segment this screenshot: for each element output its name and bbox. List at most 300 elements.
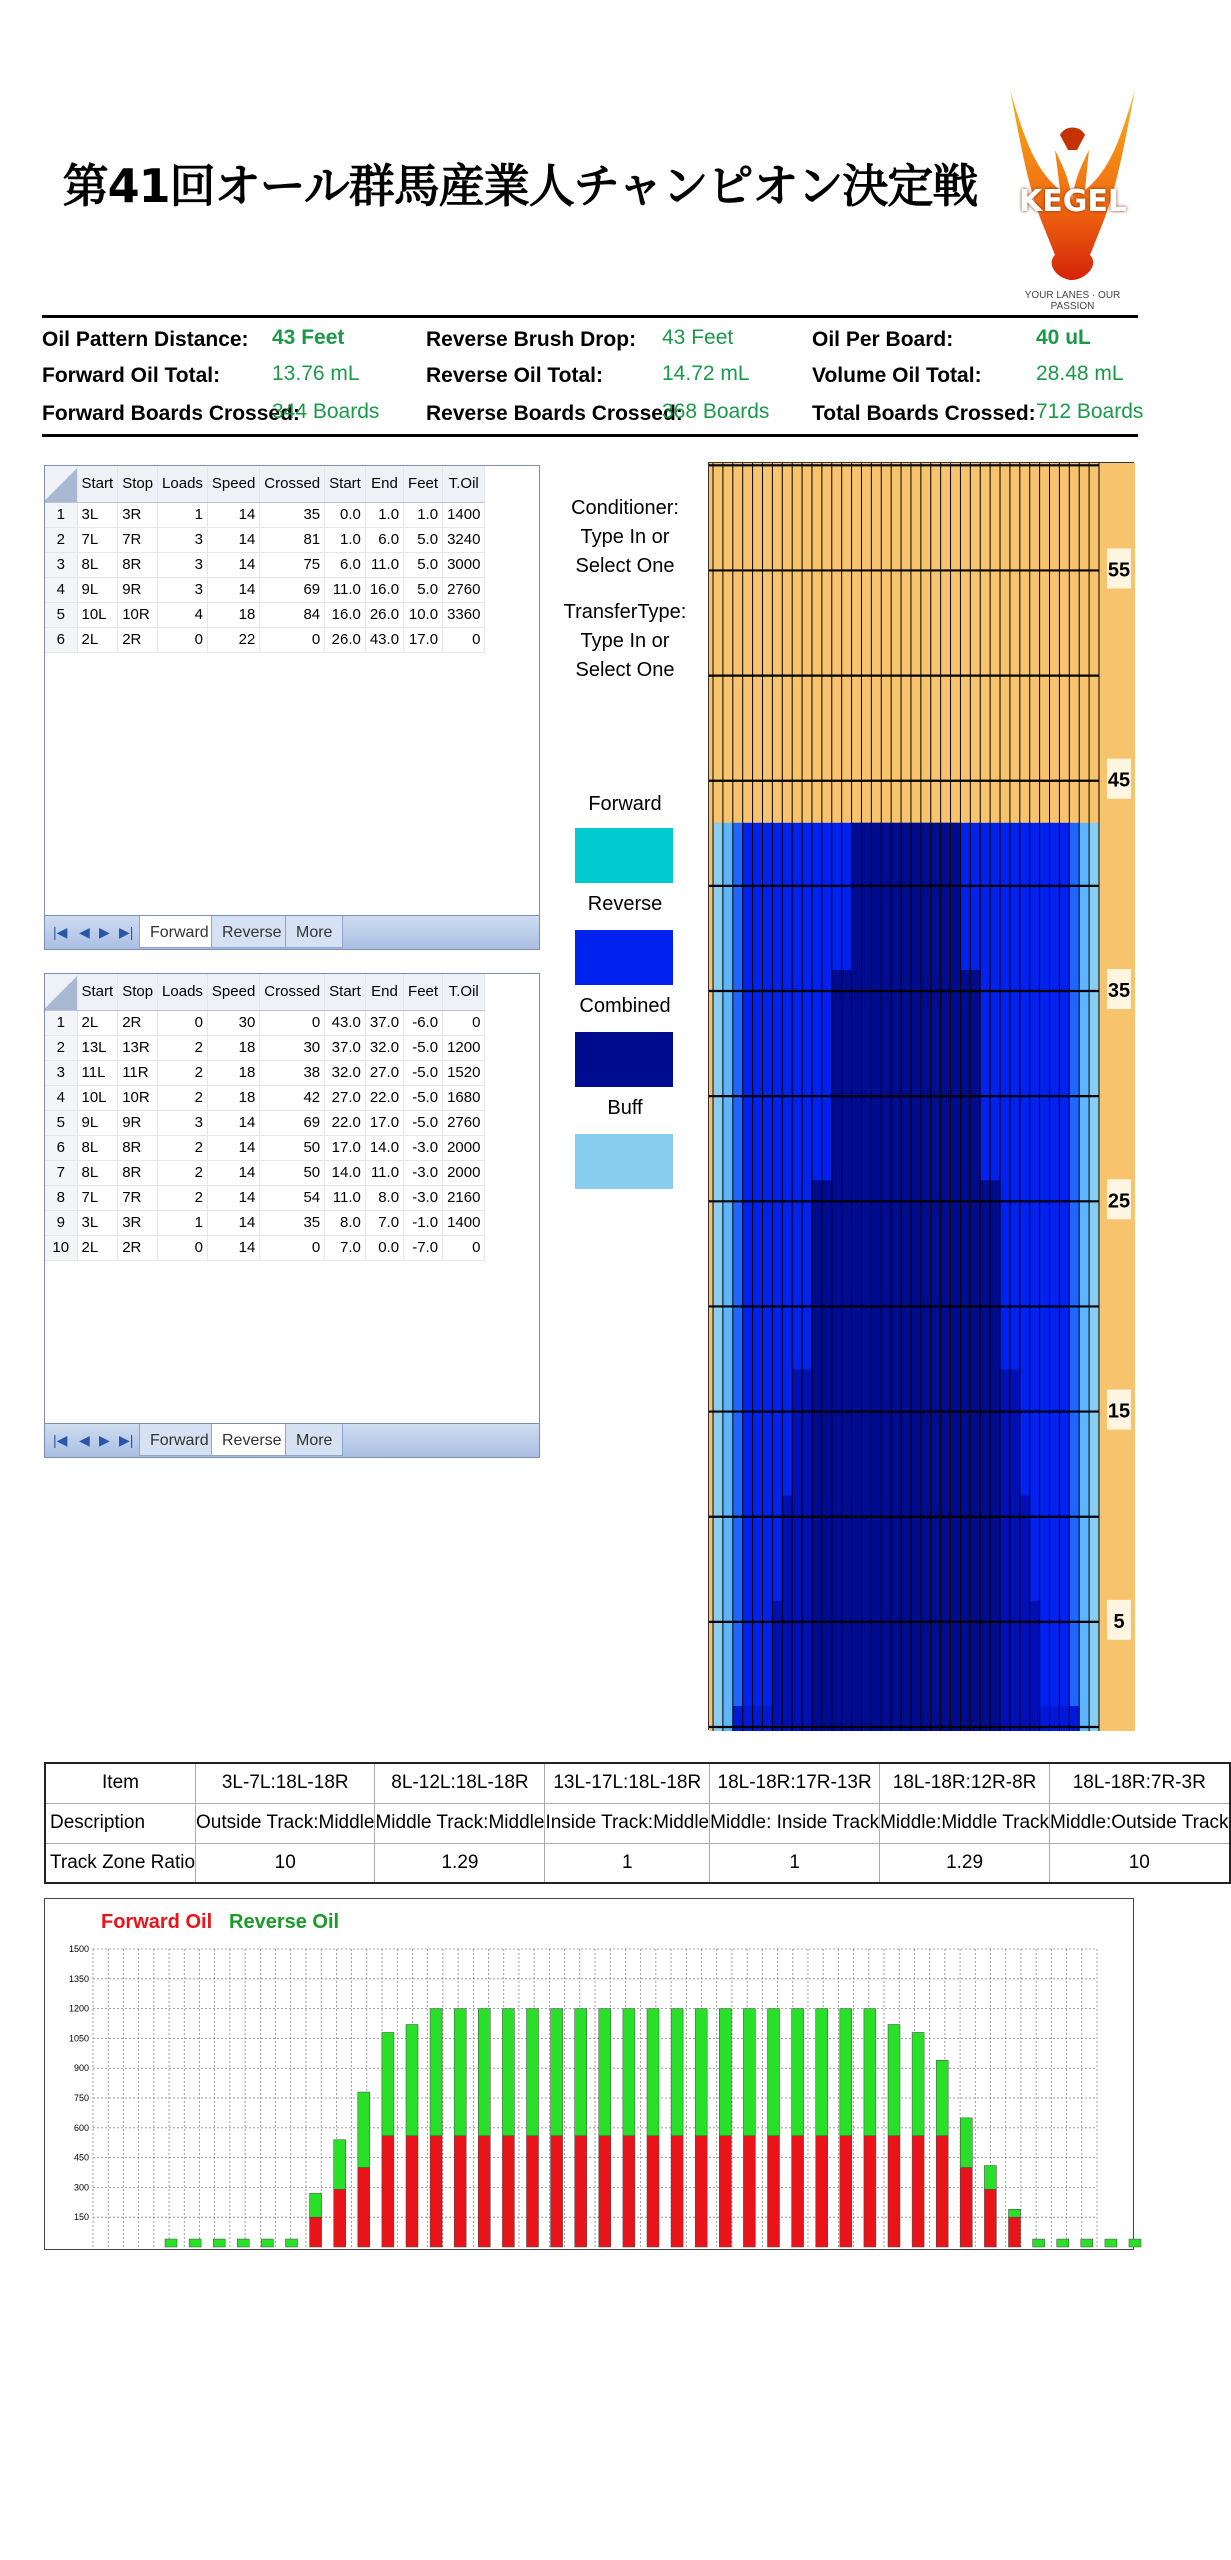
zone-description-cell: Middle:Outside Track bbox=[1050, 1803, 1230, 1843]
reverse-oil-bar bbox=[1081, 2239, 1093, 2247]
forward-oil-bar bbox=[743, 2136, 755, 2247]
column-header[interactable]: End bbox=[365, 974, 403, 1010]
table-cell[interactable]: 2 bbox=[158, 1085, 208, 1110]
prev-record-icon[interactable]: ◀ bbox=[79, 1432, 90, 1448]
table-cell[interactable]: 13R bbox=[118, 1035, 158, 1060]
first-record-icon[interactable]: |◀ bbox=[53, 924, 68, 940]
table-cell[interactable]: 22.0 bbox=[325, 1110, 366, 1135]
table-cell[interactable]: 3L bbox=[77, 1210, 118, 1235]
forward-oil-bar bbox=[840, 2136, 852, 2247]
table-cell[interactable]: 8R bbox=[118, 552, 158, 577]
next-record-icon[interactable]: ▶ bbox=[99, 924, 110, 940]
reverse-oil-bar bbox=[165, 2239, 177, 2247]
forward-oil-bar bbox=[936, 2136, 948, 2247]
table-row[interactable] bbox=[45, 1085, 485, 1110]
reverse-oil-bar bbox=[840, 2009, 852, 2136]
table-cell[interactable]: 14.0 bbox=[325, 1160, 366, 1185]
table-cell[interactable]: 3000 bbox=[443, 552, 485, 577]
column-header[interactable]: Stop bbox=[118, 974, 158, 1010]
board-oil-combined bbox=[911, 823, 921, 1731]
table-cell[interactable]: 37.0 bbox=[365, 1010, 403, 1035]
table-cell[interactable]: 2 bbox=[158, 1160, 208, 1185]
table-cell[interactable]: 18 bbox=[207, 1060, 259, 1085]
table-cell[interactable]: 3 bbox=[158, 1110, 208, 1135]
reverse-oil-bar bbox=[960, 2118, 972, 2168]
forward-oil-bar bbox=[695, 2136, 707, 2247]
table-cell[interactable]: 5.0 bbox=[404, 552, 443, 577]
table-cell[interactable]: 0 bbox=[260, 1010, 325, 1035]
zone-description-label: Description bbox=[45, 1803, 196, 1843]
table-cell[interactable]: 14.0 bbox=[365, 1135, 403, 1160]
table-cell[interactable]: 2L bbox=[77, 1235, 118, 1260]
table-cell[interactable]: 2R bbox=[118, 627, 158, 652]
table-cell[interactable]: 8.0 bbox=[365, 1185, 403, 1210]
conditioner-select[interactable]: Type In or Select One bbox=[575, 526, 675, 577]
row-number[interactable]: 6 bbox=[45, 1135, 77, 1160]
row-number[interactable]: 7 bbox=[45, 1160, 77, 1185]
reverse-oil-bar bbox=[864, 2009, 876, 2136]
reverse-oil-bar bbox=[719, 2009, 731, 2136]
table-cell[interactable]: 14 bbox=[207, 1110, 259, 1135]
reverse-oil-bar bbox=[382, 2032, 394, 2135]
table-cell[interactable]: 7.0 bbox=[325, 1235, 366, 1260]
table-row[interactable] bbox=[45, 502, 485, 527]
table-cell[interactable]: 6.0 bbox=[325, 552, 366, 577]
table-cell[interactable]: 2 bbox=[158, 1060, 208, 1085]
column-header[interactable]: Speed bbox=[207, 466, 259, 502]
table-cell[interactable]: 17.0 bbox=[404, 627, 443, 652]
table-cell[interactable]: 1400 bbox=[443, 1210, 485, 1235]
table-cell[interactable]: 27.0 bbox=[365, 1060, 403, 1085]
table-cell[interactable]: 17.0 bbox=[365, 1110, 403, 1135]
row-number[interactable]: 8 bbox=[45, 1185, 77, 1210]
table-cell[interactable]: 9L bbox=[77, 1110, 118, 1135]
column-header[interactable]: Speed bbox=[207, 974, 259, 1010]
table-cell[interactable]: 14 bbox=[207, 1185, 259, 1210]
column-header[interactable]: T.Oil bbox=[443, 466, 485, 502]
distance-mark-label: 55 bbox=[1107, 559, 1131, 582]
table-cell[interactable]: 8R bbox=[118, 1135, 158, 1160]
table-cell[interactable]: 35 bbox=[260, 502, 325, 527]
transfer-type-select[interactable]: Type In or Select One bbox=[575, 630, 675, 681]
table-row[interactable] bbox=[45, 1110, 485, 1135]
reverse-oil-bar bbox=[358, 2092, 370, 2167]
board-oil-reverse bbox=[753, 823, 763, 1731]
conditioner-label: Conditioner: bbox=[571, 497, 679, 519]
column-header[interactable]: End bbox=[365, 466, 403, 502]
forward-oil-bar bbox=[912, 2136, 924, 2247]
zone-item-row bbox=[45, 1763, 1230, 1803]
board-oil-reverse bbox=[1040, 823, 1050, 1731]
board-oil-combined bbox=[802, 1370, 812, 1731]
forward-oil-bar bbox=[647, 2136, 659, 2247]
column-header[interactable]: Crossed bbox=[260, 974, 325, 1010]
zone-item-label: Item bbox=[45, 1763, 196, 1803]
table-cell[interactable]: -5.0 bbox=[404, 1085, 443, 1110]
table-cell[interactable]: 75 bbox=[260, 552, 325, 577]
next-record-icon[interactable]: ▶ bbox=[99, 1432, 110, 1448]
board-oil-reverse bbox=[1050, 823, 1060, 1731]
column-header[interactable]: Start bbox=[325, 974, 366, 1010]
reverse-oil-bar bbox=[912, 2032, 924, 2135]
table-cell[interactable]: 7R bbox=[118, 1185, 158, 1210]
table-cell[interactable]: 11R bbox=[118, 1060, 158, 1085]
table-cell[interactable]: 14 bbox=[207, 1235, 259, 1260]
reverse-oil-bar bbox=[478, 2009, 490, 2136]
table-cell[interactable]: 1200 bbox=[443, 1035, 485, 1060]
table-cell[interactable]: 37.0 bbox=[325, 1035, 366, 1060]
table-cell[interactable]: 50 bbox=[260, 1160, 325, 1185]
board-oil-combined bbox=[941, 823, 951, 1731]
table-row[interactable] bbox=[45, 527, 485, 552]
table-row[interactable] bbox=[45, 1185, 485, 1210]
y-tick-label: 150 bbox=[73, 2212, 89, 2223]
table-row[interactable] bbox=[45, 552, 485, 577]
table-cell[interactable]: 26.0 bbox=[325, 627, 366, 652]
table-row[interactable] bbox=[45, 1235, 485, 1260]
volume-oil-total-label: Volume Oil Total: bbox=[812, 364, 982, 387]
table-row[interactable] bbox=[45, 1160, 485, 1185]
reverse-oil-bar bbox=[768, 2009, 780, 2136]
table-cell[interactable]: 10R bbox=[118, 1085, 158, 1110]
column-header[interactable]: Feet bbox=[404, 466, 443, 502]
row-number[interactable]: 4 bbox=[45, 577, 77, 602]
y-tick-label: 450 bbox=[73, 2152, 89, 2163]
table-cell[interactable]: 1 bbox=[158, 502, 208, 527]
table-cell[interactable]: 14 bbox=[207, 552, 259, 577]
tab-more[interactable]: More bbox=[285, 1424, 343, 1456]
table-cell[interactable]: -1.0 bbox=[404, 1210, 443, 1235]
table-cell[interactable]: 16.0 bbox=[325, 602, 366, 627]
lane-board-grid bbox=[709, 463, 1135, 1731]
table-cell[interactable]: 42 bbox=[260, 1085, 325, 1110]
forward-oil-bar bbox=[623, 2136, 635, 2247]
table-cell[interactable]: 9L bbox=[77, 577, 118, 602]
table-cell[interactable]: 10.0 bbox=[404, 602, 443, 627]
forward-oil-bar bbox=[599, 2136, 611, 2247]
table-cell[interactable]: 11.0 bbox=[365, 552, 403, 577]
prev-record-icon[interactable]: ◀ bbox=[79, 924, 90, 940]
column-header[interactable]: T.Oil bbox=[443, 974, 485, 1010]
zone-description-cell: Middle: Inside Track bbox=[710, 1803, 880, 1843]
zone-description-cell: Inside Track:Middle bbox=[545, 1803, 710, 1843]
table-cell[interactable]: 10L bbox=[77, 602, 118, 627]
table-cell[interactable]: 22.0 bbox=[365, 1085, 403, 1110]
reverse-oil-bar bbox=[1129, 2239, 1141, 2247]
forward-grid-panel bbox=[44, 465, 540, 950]
tab-reverse[interactable]: Reverse bbox=[211, 1424, 293, 1456]
table-cell[interactable]: -6.0 bbox=[404, 1010, 443, 1035]
row-number[interactable]: 1 bbox=[45, 1010, 77, 1035]
last-record-icon[interactable]: ▶| bbox=[119, 924, 134, 940]
table-cell[interactable]: -5.0 bbox=[404, 1110, 443, 1135]
table-cell[interactable]: 1.0 bbox=[325, 527, 366, 552]
select-all-corner[interactable] bbox=[45, 974, 77, 1010]
table-cell[interactable]: 38 bbox=[260, 1060, 325, 1085]
table-cell[interactable]: 14 bbox=[207, 527, 259, 552]
table-cell[interactable]: -3.0 bbox=[404, 1185, 443, 1210]
reverse-oil-total-label: Reverse Oil Total: bbox=[426, 364, 604, 387]
table-cell[interactable]: 0 bbox=[158, 1010, 208, 1035]
reverse-table-body bbox=[45, 1010, 485, 1260]
table-cell[interactable]: 17.0 bbox=[325, 1135, 366, 1160]
table-cell[interactable]: 30 bbox=[207, 1010, 259, 1035]
row-number[interactable]: 3 bbox=[45, 1060, 77, 1085]
table-cell[interactable]: 2L bbox=[77, 627, 118, 652]
board-oil-combined bbox=[1010, 1370, 1020, 1731]
reverse-brush-drop-value: 43 Feet bbox=[662, 326, 734, 349]
table-cell[interactable]: 5.0 bbox=[404, 527, 443, 552]
table-cell[interactable]: 1520 bbox=[443, 1060, 485, 1085]
zone-item-cell: 18L-18R:12R-8R bbox=[880, 1763, 1050, 1803]
row-number[interactable]: 5 bbox=[45, 602, 77, 627]
column-header[interactable]: Crossed bbox=[260, 466, 325, 502]
reverse-oil-bar bbox=[430, 2009, 442, 2136]
table-row[interactable] bbox=[45, 1060, 485, 1085]
table-row[interactable] bbox=[45, 602, 485, 627]
table-cell[interactable]: 4 bbox=[158, 602, 208, 627]
column-header[interactable]: Loads bbox=[158, 974, 208, 1010]
board-oil-combined bbox=[980, 1180, 990, 1731]
table-row[interactable] bbox=[45, 577, 485, 602]
forward-oil-bar bbox=[984, 2189, 996, 2247]
column-header[interactable]: Stop bbox=[118, 466, 158, 502]
column-header[interactable]: Loads bbox=[158, 466, 208, 502]
table-row[interactable] bbox=[45, 627, 485, 652]
reverse-tabbar bbox=[45, 1423, 539, 1457]
table-cell[interactable]: 14 bbox=[207, 577, 259, 602]
legend-forward-label: Forward bbox=[588, 793, 662, 815]
table-cell[interactable]: 18 bbox=[207, 602, 259, 627]
board-oil-reverse bbox=[743, 823, 753, 1731]
row-number[interactable]: 2 bbox=[45, 527, 77, 552]
table-cell[interactable]: 54 bbox=[260, 1185, 325, 1210]
table-cell[interactable]: 6.0 bbox=[365, 527, 403, 552]
logo-tagline: YOUR LANES · OUR PASSION bbox=[1024, 290, 1121, 312]
table-cell[interactable]: 0 bbox=[443, 1235, 485, 1260]
table-cell[interactable]: 32.0 bbox=[325, 1060, 366, 1085]
table-cell[interactable]: 0 bbox=[260, 627, 325, 652]
table-cell[interactable]: 27.0 bbox=[325, 1085, 366, 1110]
table-cell[interactable]: 8L bbox=[77, 1135, 118, 1160]
tab-forward[interactable]: Forward bbox=[139, 916, 220, 948]
table-cell[interactable]: 2R bbox=[118, 1235, 158, 1260]
table-cell[interactable]: 8L bbox=[77, 552, 118, 577]
table-cell[interactable]: 2760 bbox=[443, 577, 485, 602]
table-cell[interactable]: 8R bbox=[118, 1160, 158, 1185]
last-record-icon[interactable]: ▶| bbox=[119, 1432, 134, 1448]
select-all-corner[interactable] bbox=[45, 466, 77, 502]
table-cell[interactable]: 7L bbox=[77, 527, 118, 552]
table-cell[interactable]: 30 bbox=[260, 1035, 325, 1060]
row-number[interactable]: 5 bbox=[45, 1110, 77, 1135]
table-cell[interactable]: 0 bbox=[443, 1010, 485, 1035]
table-cell[interactable]: 2R bbox=[118, 1010, 158, 1035]
table-cell[interactable]: 3 bbox=[158, 552, 208, 577]
board-oil-combined bbox=[901, 823, 911, 1731]
table-cell[interactable]: 14 bbox=[207, 1160, 259, 1185]
zone-item-cell: 3L-7L:18L-18R bbox=[196, 1763, 375, 1803]
column-header[interactable]: Start bbox=[77, 466, 118, 502]
row-number[interactable]: 3 bbox=[45, 552, 77, 577]
row-number[interactable]: 2 bbox=[45, 1035, 77, 1060]
table-cell[interactable]: 11.0 bbox=[325, 1185, 366, 1210]
y-tick-label: 750 bbox=[73, 2093, 89, 2103]
forward-oil-bar bbox=[406, 2136, 418, 2247]
table-cell[interactable]: 5.0 bbox=[404, 577, 443, 602]
table-cell[interactable]: -3.0 bbox=[404, 1160, 443, 1185]
table-cell[interactable]: 35 bbox=[260, 1210, 325, 1235]
table-cell[interactable]: 1.0 bbox=[365, 502, 403, 527]
table-cell[interactable]: 2 bbox=[158, 1135, 208, 1160]
table-cell[interactable]: 11L bbox=[77, 1060, 118, 1085]
reverse-oil-bar bbox=[1057, 2239, 1069, 2247]
table-row[interactable] bbox=[45, 1010, 485, 1035]
table-cell[interactable]: -3.0 bbox=[404, 1135, 443, 1160]
transfer-type-label: TransferType: bbox=[563, 601, 687, 623]
row-number[interactable]: 9 bbox=[45, 1210, 77, 1235]
y-tick-label: 900 bbox=[73, 2063, 89, 2074]
table-cell[interactable]: -7.0 bbox=[404, 1235, 443, 1260]
table-cell[interactable]: 1.0 bbox=[404, 502, 443, 527]
table-cell[interactable]: 3360 bbox=[443, 602, 485, 627]
reverse-oil-bar bbox=[286, 2239, 298, 2247]
legend-combined-label: Combined bbox=[579, 995, 671, 1017]
zone-description-row bbox=[45, 1803, 1230, 1843]
table-cell[interactable]: 16.0 bbox=[365, 577, 403, 602]
table-cell[interactable]: 13L bbox=[77, 1035, 118, 1060]
legend-reverse-label: Reverse bbox=[587, 893, 663, 915]
table-cell[interactable]: 2 bbox=[158, 1185, 208, 1210]
forward-tabbar bbox=[45, 915, 539, 949]
reverse-brush-drop-label: Reverse Brush Drop: bbox=[426, 328, 637, 351]
table-cell[interactable]: 0 bbox=[158, 627, 208, 652]
table-cell[interactable]: 50 bbox=[260, 1135, 325, 1160]
row-number[interactable]: 1 bbox=[45, 502, 77, 527]
board-oil-reverse bbox=[733, 823, 743, 1731]
table-cell[interactable]: -5.0 bbox=[404, 1060, 443, 1085]
zone-item-cell: 18L-18R:7R-3R bbox=[1050, 1763, 1230, 1803]
table-cell[interactable]: 11.0 bbox=[325, 577, 366, 602]
reverse-oil-bar bbox=[454, 2009, 466, 2136]
table-cell[interactable]: 14 bbox=[207, 1210, 259, 1235]
legend-forward-oil: Forward Oil bbox=[101, 1911, 213, 1933]
table-cell[interactable]: 69 bbox=[260, 577, 325, 602]
table-cell[interactable]: -5.0 bbox=[404, 1035, 443, 1060]
board-oil-combined bbox=[1020, 1496, 1030, 1731]
zone-ratio-cell: 10 bbox=[1050, 1843, 1230, 1883]
table-row[interactable] bbox=[45, 1210, 485, 1235]
table-cell[interactable]: 7L bbox=[77, 1185, 118, 1210]
forward-load-table bbox=[45, 466, 485, 653]
table-cell[interactable]: 7R bbox=[118, 527, 158, 552]
table-cell[interactable]: 3R bbox=[118, 1210, 158, 1235]
table-cell[interactable]: 3 bbox=[158, 527, 208, 552]
forward-oil-bar bbox=[671, 2136, 683, 2247]
oil-distribution-chart bbox=[44, 1898, 1134, 2250]
table-cell[interactable]: 0.0 bbox=[325, 502, 366, 527]
logo-text: KEGEL bbox=[1019, 184, 1127, 219]
table-cell[interactable]: 14 bbox=[207, 1135, 259, 1160]
table-cell[interactable]: 14 bbox=[207, 502, 259, 527]
table-cell[interactable]: 3L bbox=[77, 502, 118, 527]
table-cell[interactable]: 81 bbox=[260, 527, 325, 552]
row-number[interactable]: 4 bbox=[45, 1085, 77, 1110]
table-cell[interactable]: 2 bbox=[158, 1035, 208, 1060]
table-cell[interactable]: 9R bbox=[118, 577, 158, 602]
table-cell[interactable]: 7.0 bbox=[365, 1210, 403, 1235]
table-cell[interactable]: 8L bbox=[77, 1160, 118, 1185]
first-record-icon[interactable]: |◀ bbox=[53, 1432, 68, 1448]
forward-oil-bar bbox=[502, 2136, 514, 2247]
forward-oil-bar bbox=[527, 2136, 539, 2247]
tab-more[interactable]: More bbox=[285, 916, 343, 948]
reverse-oil-bar bbox=[671, 2009, 683, 2136]
column-header[interactable]: Start bbox=[77, 974, 118, 1010]
table-cell[interactable]: 43.0 bbox=[325, 1010, 366, 1035]
table-cell[interactable]: 18 bbox=[207, 1085, 259, 1110]
tab-forward[interactable]: Forward bbox=[139, 1424, 220, 1456]
table-cell[interactable]: 1680 bbox=[443, 1085, 485, 1110]
table-cell[interactable]: 3 bbox=[158, 577, 208, 602]
table-cell[interactable]: 0 bbox=[443, 627, 485, 652]
table-cell[interactable]: 3R bbox=[118, 502, 158, 527]
reverse-oil-bar bbox=[623, 2009, 635, 2136]
table-cell[interactable]: 10L bbox=[77, 1085, 118, 1110]
table-cell[interactable]: 2000 bbox=[443, 1135, 485, 1160]
column-header[interactable]: Feet bbox=[404, 974, 443, 1010]
table-cell[interactable]: 43.0 bbox=[365, 627, 403, 652]
table-cell[interactable]: 1 bbox=[158, 1210, 208, 1235]
reverse-oil-bar bbox=[189, 2239, 201, 2247]
zone-description-cell: Outside Track:Middle bbox=[196, 1803, 375, 1843]
table-cell[interactable]: 18 bbox=[207, 1035, 259, 1060]
row-number[interactable]: 10 bbox=[45, 1235, 77, 1260]
board-oil-combined bbox=[1030, 1601, 1040, 1731]
table-cell[interactable]: 84 bbox=[260, 602, 325, 627]
table-cell[interactable]: 26.0 bbox=[365, 602, 403, 627]
board-oil-combined bbox=[822, 1180, 832, 1731]
tab-reverse[interactable]: Reverse bbox=[211, 916, 293, 948]
board-oil-combined bbox=[970, 970, 980, 1731]
table-cell[interactable]: 3240 bbox=[443, 527, 485, 552]
table-cell[interactable]: 9R bbox=[118, 1110, 158, 1135]
table-row[interactable] bbox=[45, 1035, 485, 1060]
zone-ratio-row bbox=[45, 1843, 1230, 1883]
board-oil-combined bbox=[881, 823, 891, 1731]
table-cell[interactable]: 0 bbox=[260, 1235, 325, 1260]
table-cell[interactable]: 0.0 bbox=[365, 1235, 403, 1260]
table-cell[interactable]: 1400 bbox=[443, 502, 485, 527]
table-cell[interactable]: 8.0 bbox=[325, 1210, 366, 1235]
table-cell[interactable]: 11.0 bbox=[365, 1160, 403, 1185]
table-cell[interactable]: 2160 bbox=[443, 1185, 485, 1210]
column-header[interactable]: Start bbox=[325, 466, 366, 502]
table-cell[interactable]: 2000 bbox=[443, 1160, 485, 1185]
reverse-oil-bar bbox=[1009, 2209, 1021, 2217]
zone-ratio-label: Track Zone Ratio bbox=[45, 1843, 196, 1883]
table-cell[interactable]: 2L bbox=[77, 1010, 118, 1035]
table-cell[interactable]: 2760 bbox=[443, 1110, 485, 1135]
table-cell[interactable]: 10R bbox=[118, 602, 158, 627]
pattern-info bbox=[42, 322, 1144, 430]
table-cell[interactable]: 32.0 bbox=[365, 1035, 403, 1060]
table-row[interactable] bbox=[45, 1135, 485, 1160]
table-cell[interactable]: 69 bbox=[260, 1110, 325, 1135]
row-number[interactable]: 6 bbox=[45, 627, 77, 652]
table-cell[interactable]: 22 bbox=[207, 627, 259, 652]
table-cell[interactable]: 0 bbox=[158, 1235, 208, 1260]
